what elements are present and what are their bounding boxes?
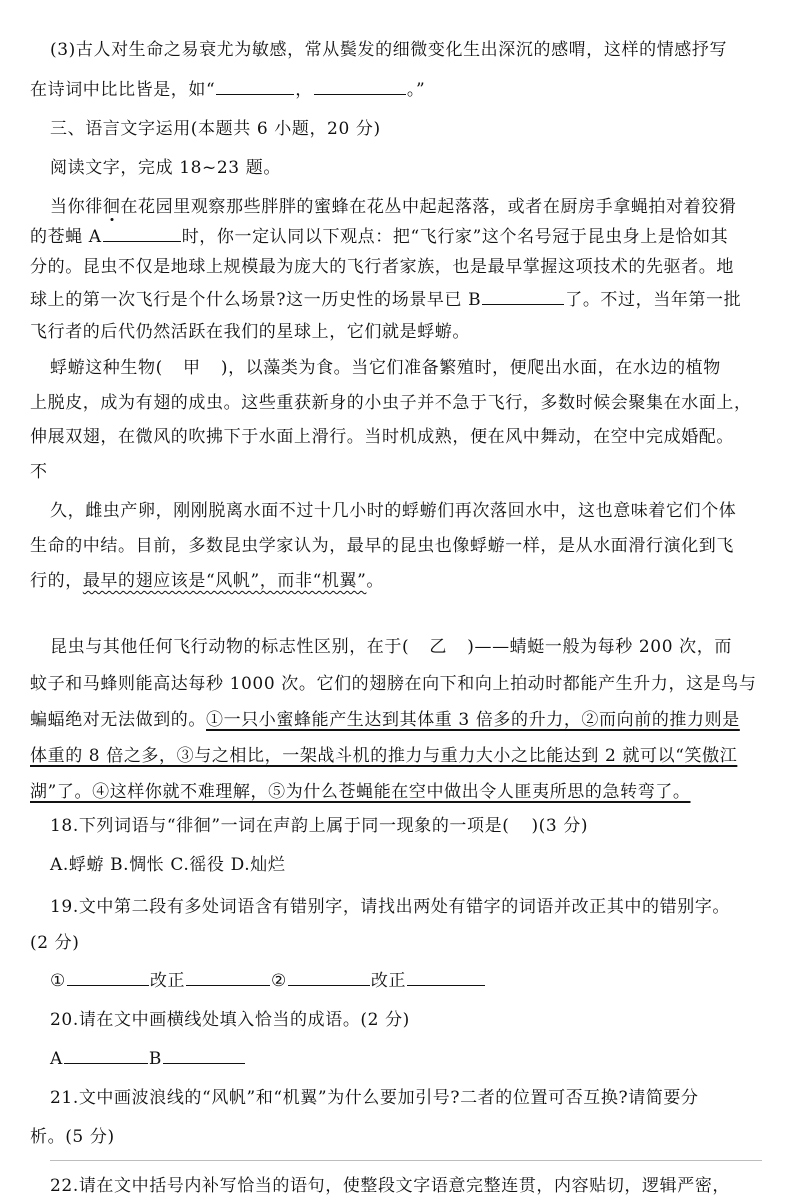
passage-p3-line: 生命的中结。目前，多数昆虫学家认为，最早的昆虫也像蜉蝣一样，是从水面滑行演化到飞 [30, 536, 734, 556]
answer-blank[interactable] [64, 1045, 148, 1064]
q3-line2: 在诗词中比比皆是，如“ ， 。” [30, 76, 800, 104]
passage-p1-line: 的苍蝇 A 时，你一定认同以下观点：把“飞行家”这个名号冠于昆虫身上是恰如其 [30, 223, 800, 251]
question-19: 19.文中第二段有多处词语含有错别字，请找出两处有错字的词语并改正其中的错别字。 [50, 897, 731, 917]
underlined-text: 湖”了。④这样你就不难理解，⑤为什么苍蝇能在空中做出令人匪夷所思的急转弯了。 [30, 782, 691, 802]
underlined-text: 体重的 8 倍之多，③与之相比，一架战斗机的推力与重力大小之比能达到 2 就可以“笑傲江 [30, 746, 738, 766]
passage-p1-line: 分的。昆虫不仅是地球上规模最为庞大的飞行者家族，也是最早掌握这项技术的先驱者。地 [30, 257, 734, 277]
question-20: 20.请在文中画横线处填入恰当的成语。(2 分) [50, 1010, 410, 1030]
underlined-text: ①一只小蜜蜂能产生达到其体重 3 倍多的升力，②而向前的推力则是 [206, 710, 740, 730]
passage-p1-line: 飞行者的后代仍然活跃在我们的星球上，它们就是蜉蝣。 [30, 322, 470, 342]
passage-p4-line [30, 778, 800, 806]
wavy-underlined-text: 最早的翅应该是“风帆”，而非“机翼” [82, 571, 367, 591]
question-21-score: 析。(5 分) [30, 1127, 115, 1147]
passage-p1-line: 当你徘徊在花园里观察那些胖胖的蜜蜂在花丛中起起落落，或者在厨房手拿蝇拍对着狡猾 [50, 197, 737, 217]
passage-p4-line: 昆虫与其他任何飞行动物的标志性区别，在于( 乙 )——蜻蜓一般为每秒 200 次，而 [50, 637, 732, 657]
question-20-answers: A B [50, 1045, 800, 1073]
answer-blank[interactable] [314, 76, 406, 95]
answer-blank[interactable] [163, 1045, 245, 1064]
q3-line1: (3)古人对生命之易衰尤为敏感，常从鬓发的细微变化生出深沉的感喟，这样的情感抒写 [50, 40, 728, 60]
blank-b[interactable] [482, 286, 564, 305]
answer-blank[interactable] [216, 76, 294, 95]
passage-p3-line: 行的，最早的翅应该是“风帆”，而非“机翼”。 [30, 571, 384, 591]
question-18-options: A.蜉蝣 B.惆怅 C.徭役 D.灿烂 [50, 855, 286, 875]
passage-p4-line: 蝙蝠绝对无法做到的。①一只小蜜蜂能产生达到其体重 3 倍多的升力，②而向前的推力则是 [30, 710, 740, 730]
answer-blank[interactable] [407, 967, 485, 986]
answer-line [50, 1160, 762, 1161]
question-22: 22.请在文中括号内补写恰当的语句，使整段文字语意完整连贯，内容贴切，逻辑严密， [50, 1176, 731, 1196]
blank-a[interactable] [103, 223, 181, 242]
passage-p2-line: 蜉蝣这种生物( 甲 )，以藻类为食。当它们准备繁殖时，便爬出水面，在水边的植物 [50, 358, 721, 378]
passage-p3-line: 久，雌虫产卵，刚刚脱离水面不过十几小时的蜉蝣们再次落回水中，这也意味着它们个体 [50, 501, 737, 521]
question-19-answers: ① 改正 ② 改正 [50, 967, 800, 995]
passage-p1-line: 球上的第一次飞行是个什么场景?这一历史性的场景早已 B 了。不过，当年第一批 [30, 286, 800, 314]
answer-blank[interactable] [288, 967, 370, 986]
question-21: 21.文中画波浪线的“风帆”和“机翼”为什么要加引号?二者的位置可否互换?请简要分 [50, 1088, 699, 1108]
passage-p2-line: 伸展双翅，在微风的吹拂下于水面上滑行。当时机成熟，便在风中舞动，在空中完成婚配。 [30, 427, 734, 447]
answer-blank[interactable] [67, 967, 149, 986]
passage-p2-line: 上脱皮，成为有翅的成虫。这些重获新身的小虫子并不急于飞行，多数时候会聚集在水面上， [30, 393, 752, 413]
question-18: 18.下列词语与“徘徊”一词在声韵上属于同一现象的一项是( )(3 分) [50, 816, 589, 836]
passage-p4-line: 蚊子和马蜂则能高达每秒 1000 次。它们的翅膀在向下和向上拍动时都能产生升力，这是鸟与 [30, 674, 757, 694]
passage-p2-line: 不 [30, 462, 48, 482]
section-title: 三、语言文字运用(本题共 6 小题，20 分) [50, 119, 381, 139]
answer-blank[interactable] [186, 967, 270, 986]
question-19-score: (2 分) [30, 933, 80, 953]
passage-p4-line [30, 742, 800, 770]
read-prompt: 阅读文字，完成 18~23 题。 [50, 158, 281, 178]
